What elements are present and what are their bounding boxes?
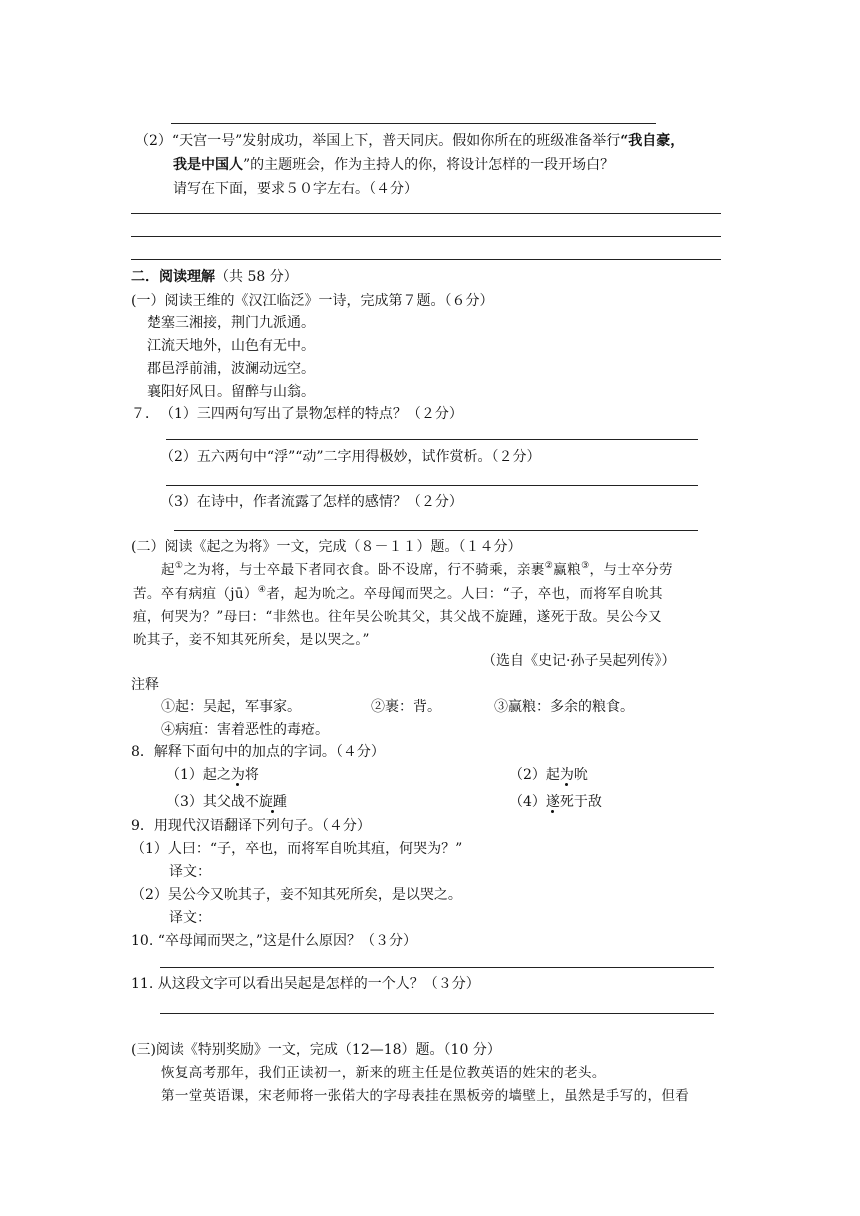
answer-line xyxy=(160,1013,714,1014)
q8-2: （2）起为吮 xyxy=(509,767,588,783)
passage-source: （选自《史记·孙子吴起列传》） xyxy=(482,653,676,669)
answer-line xyxy=(131,213,721,214)
notes-title: 注释 xyxy=(131,677,159,693)
passage-line: 第一堂英语课，宋老师将一张偌大的字母表挂在黑板旁的墙壁上，虽然是手写的，但看 xyxy=(161,1088,690,1104)
passage-line: 苦。卒有病疽（jū）④者，起为吮之。卒母闻而哭之。人曰：“子，卒也，而将军自吮其 xyxy=(133,585,663,602)
note: ④病疽：害着恶性的毒疮。 xyxy=(161,722,329,738)
note: ①起：吴起，军事家。 xyxy=(161,699,301,715)
section-title: 二．阅读理解（共 58 分） xyxy=(131,269,298,285)
part2-intro: (二）阅读《起之为将》一文，完成（８－１１）题。（１４分） xyxy=(131,539,522,555)
q9-2: （2）吴公今又吮其子，妾不知其死所矣，是以哭之。 xyxy=(131,887,462,903)
answer-line xyxy=(131,236,721,237)
poem-line: 郡邑浮前浦，波澜动远空。 xyxy=(147,361,315,377)
q9-1: （1）人曰：“子，卒也，而将军自吮其疽，何哭为？” xyxy=(131,841,463,857)
q10: 10. “卒母闻而哭之，”这是什么原因？（３分） xyxy=(131,933,418,949)
q7-2: （2）五六两句中“浮”“动”二字用得极妙，试作赏析。（２分） xyxy=(160,449,541,465)
poem-line: 襄阳好风日。留醉与山翁。 xyxy=(147,384,315,400)
answer-line xyxy=(166,439,698,440)
passage-line: 疽，何哭为？”母曰：“非然也。往年吴公吮其父，其父战不旋踵，遂死于敌。吴公今又 xyxy=(133,609,662,625)
answer-line xyxy=(131,259,721,260)
q8: 8．解释下面句中的加点的字词。（４分） xyxy=(131,744,385,760)
part1-intro: (一）阅读王维的《汉江临泛》一诗，完成第７题。（６分） xyxy=(131,293,494,309)
passage-line: 恢复高考那年，我们正读初一，新来的班主任是位教英语的姓宋的老头。 xyxy=(161,1065,606,1081)
poem-line: 楚塞三湘接，荆门九派通。 xyxy=(147,315,315,331)
passage-line: 起①之为将，与士卒最下者同衣食。卧不设席，行不骑乘，亲裹②赢粮③，与士卒分劳 xyxy=(161,561,673,578)
passage-line: 吮其子，妾不知其死所矣，是以哭之。” xyxy=(133,632,370,648)
q8-4: （4）遂死于敌 xyxy=(509,794,602,810)
q9-1-answer: 译文： xyxy=(169,864,211,880)
answer-line xyxy=(174,530,698,531)
answer-line xyxy=(171,123,656,124)
note: ②裹：背。 xyxy=(371,699,441,715)
q9: 9．用现代汉语翻译下列句子。（４分） xyxy=(131,818,371,834)
q11: 11. 从这段文字可以看出吴起是怎样的一个人？（３分） xyxy=(131,976,480,992)
note: ③赢粮：多余的粮食。 xyxy=(494,699,634,715)
part3-intro: (三)阅读《特别奖励》一文，完成（12—18）题。（10 分） xyxy=(131,1042,501,1058)
q7-1: （1）三四两句写出了景物怎样的特点？（２分） xyxy=(160,406,463,422)
answer-line xyxy=(160,967,714,968)
q8-3: （3）其父战不旋踵 xyxy=(166,794,287,810)
q6b-line1: （2）“天宫一号”发射成功，举国上下，普天同庆。假如你所在的班级准备举行“我自豪， xyxy=(135,133,685,149)
q6b-line3: 请写在下面，要求５０字左右。（４分） xyxy=(173,181,418,197)
q8-1: （1）起之为将 xyxy=(166,767,259,783)
answer-line xyxy=(166,485,698,486)
q7-number: ７． xyxy=(131,406,159,422)
q6b-line2: 我是中国人”的主题班会，作为主持人的你，将设计怎样的一段开场白？ xyxy=(173,157,615,173)
q9-2-answer: 译文： xyxy=(169,910,211,926)
q7-3: （3）在诗中，作者流露了怎样的感情？（２分） xyxy=(160,494,463,510)
poem-line: 江流天地外，山色有无中。 xyxy=(147,338,315,354)
